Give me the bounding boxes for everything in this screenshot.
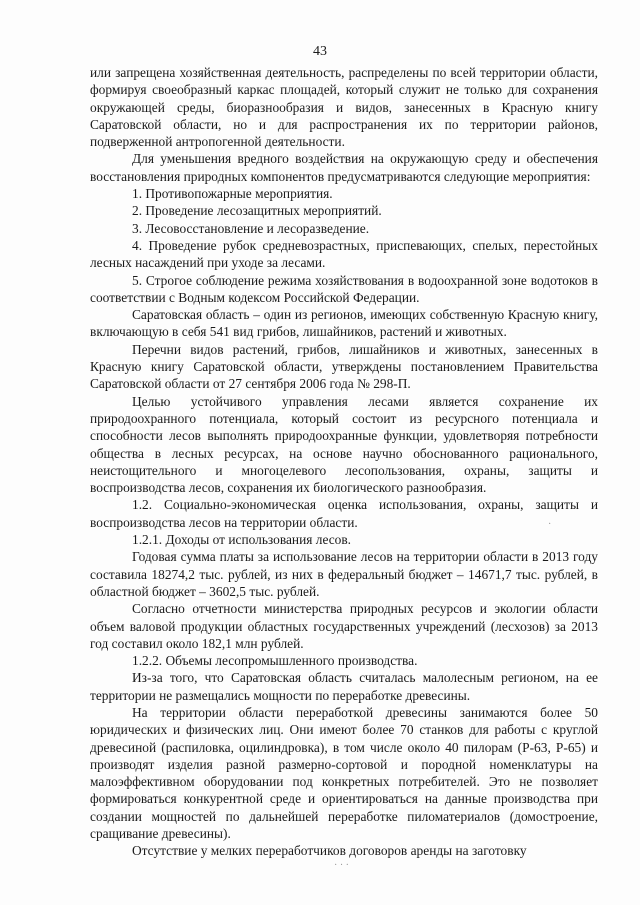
- paragraph-gross-output: Согласно отчетности министерства природных ресурсов и экологии области объем валовой продукции областных государственных учреждений (лесхозов) за 2013 год составил около 182,1 млн рублей.: [90, 601, 598, 651]
- paragraph-wood-processing: На территории области переработкой древесины занимаются более 50 юридических и физических лиц. Они имеют более 70 станков для работы с круглой древесиной (распиловка, оцилиндровка), в том числе около 40 пилорам (Р-63, Р-65) и производят изделия разной размерно-сортовой и породной номенклатуры на малоэффективном оборудовании под конкретных потребителей. Это не позволяет формироваться конкурентной среде и ориентироваться на данные производства при создании мощностей по дальнейшей переработке пиломатериалов (домостроение, сращивание древесины).: [90, 704, 598, 842]
- paragraph-low-forest-region: Из-за того, что Саратовская область считалась малолесным регионом, на ее территории не размещались мощности по переработке древесины.: [90, 670, 598, 703]
- document-body: [90, 64, 598, 860]
- paragraph-annual-payment: Годовая сумма платы за использование лесов на территории области в 2013 году составила 18274,2 тыс. рублей, из них в федеральный бюджет – 14671,7 тыс. рублей, в областной бюджет – 3602,5 тыс. рублей.: [90, 549, 598, 599]
- paragraph-red-book: Саратовская область – один из регионов, имеющих собственную Красную книгу, включающую в себя 541 вид грибов, лишайников, растений и животных.: [90, 307, 598, 340]
- section-heading-1-2: 1.2. Социально-экономическая оценка использования, охраны, защиты и воспроизводства лесов на территории области.: [90, 497, 598, 530]
- scan-speck: ·: [548, 519, 552, 530]
- list-item-reforestation: 3. Лесовосстановление и лесоразведение.: [132, 220, 370, 236]
- paragraph-measures-intro: Для уменьшения вредного воздействия на окружающую среду и обеспечения восстановления природных компонентов предусматриваются следующие мероприятия:: [90, 151, 598, 184]
- list-item-fire-prevention: 1. Противопожарные мероприятия.: [132, 186, 333, 202]
- scan-speck: · · ·: [334, 860, 349, 871]
- list-item-water-protection: 5. Строгое соблюдение режима хозяйствования в водоохранной зоне водотоков в соответствии с Водным кодексом Российской Федерации.: [90, 272, 598, 305]
- paragraph-sustainable-management: Целью устойчивого управления лесами является сохранение их природоохранного потенциала, который состоит из ресурсного потенциала и способности лесов выполнять природоохранные функции, удовлетворяя потребности общества в лесных ресурсах, на основе научно обоснованного рационального, неистощительного и многоцелевого лесопользования, охраны, защиты и воспроизводства лесов, сохранения их биологического разнообразия.: [90, 393, 598, 496]
- paragraph-continuation: или запрещена хозяйственная деятельность, распределены по всей территории области, формируя своеобразный каркас площадей, который служит не только для сохранения окружающей среды, биоразнообразия и видов, занесенных в Красную книгу Саратовской области, но и для распространения их по территории районов, подверженной антропогенной деятельности.: [90, 65, 598, 150]
- list-item-forest-protection: 2. Проведение лесозащитных мероприятий.: [132, 203, 382, 219]
- paragraph-species-lists: Перечни видов растений, грибов, лишайников и животных, занесенных в Красную книгу Саратовской области, утверждены постановлением Правительства Саратовской области от 27 сентября 2006 года № 298-П.: [90, 341, 598, 392]
- section-heading-1-2-2: 1.2.2. Объемы лесопромышленного производства.: [132, 653, 418, 669]
- list-item-thinning: 4. Проведение рубок средневозрастных, приспевающих, спелых, перестойных лесных насаждений при уходе за лесами.: [90, 237, 598, 271]
- page-number: 43: [313, 44, 327, 59]
- paragraph-lease-absence: Отсутствие у мелких переработчиков договоров аренды на заготовку: [132, 843, 527, 859]
- section-heading-1-2-1: 1.2.1. Доходы от использования лесов.: [132, 532, 352, 548]
